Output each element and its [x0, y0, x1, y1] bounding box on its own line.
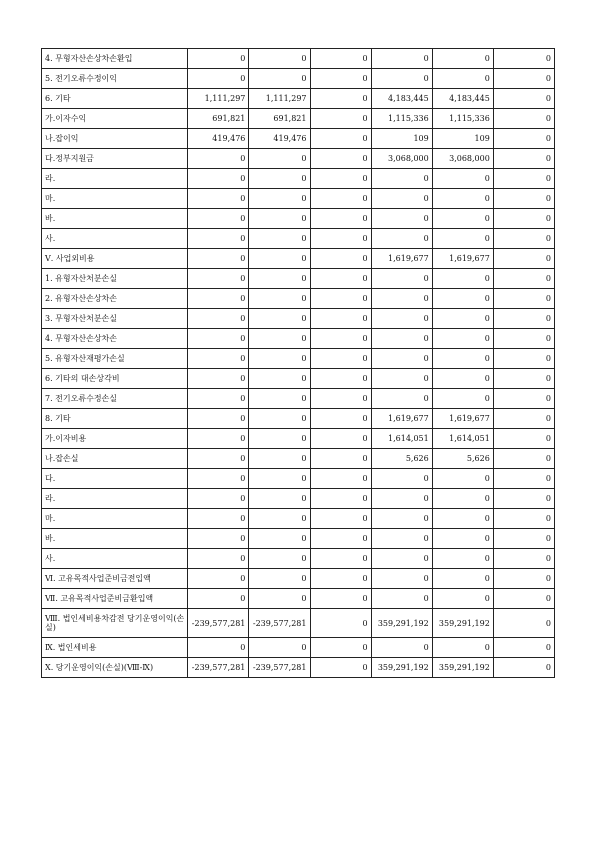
value-cell: 0: [188, 489, 249, 509]
value-cell: 0: [493, 309, 554, 329]
value-cell: 0: [310, 89, 371, 109]
table-row: [42, 409, 555, 429]
table-row: [42, 149, 555, 169]
value-cell: 0: [310, 69, 371, 89]
value-cell: 0: [310, 129, 371, 149]
value-cell: 0: [310, 249, 371, 269]
table-row: [42, 109, 555, 129]
table-row: [42, 189, 555, 209]
value-cell: 0: [493, 369, 554, 389]
value-cell: 1,619,677: [432, 249, 493, 269]
value-cell: 0: [371, 529, 432, 549]
row-label: 6. 기타의 대손상각비: [42, 369, 188, 389]
row-label: 2. 유형자산손상차손: [42, 289, 188, 309]
value-cell: 1,619,677: [371, 409, 432, 429]
table-row: [42, 349, 555, 369]
row-label: 마.: [42, 509, 188, 529]
value-cell: 0: [188, 638, 249, 658]
value-cell: 0: [432, 389, 493, 409]
value-cell: 0: [310, 509, 371, 529]
value-cell: 0: [310, 549, 371, 569]
row-label: 나.잡이익: [42, 129, 188, 149]
value-cell: 691,821: [249, 109, 310, 129]
value-cell: 0: [493, 149, 554, 169]
value-cell: 0: [188, 589, 249, 609]
value-cell: 0: [493, 569, 554, 589]
value-cell: 0: [432, 49, 493, 69]
value-cell: 0: [310, 289, 371, 309]
value-cell: 0: [493, 529, 554, 549]
value-cell: 0: [249, 509, 310, 529]
value-cell: 0: [493, 89, 554, 109]
value-cell: 0: [371, 469, 432, 489]
table-row: [42, 389, 555, 409]
value-cell: 0: [188, 169, 249, 189]
income-statement-table: [41, 48, 555, 678]
row-label: Ⅸ. 법인세비용: [42, 638, 188, 658]
value-cell: 0: [310, 658, 371, 678]
row-label: 나.잡손실: [42, 449, 188, 469]
value-cell: 691,821: [188, 109, 249, 129]
value-cell: 1,614,051: [432, 429, 493, 449]
row-label: Ⅵ. 고유목적사업준비금전입액: [42, 569, 188, 589]
value-cell: 0: [432, 529, 493, 549]
value-cell: 0: [493, 109, 554, 129]
table-row: [42, 549, 555, 569]
table-row: [42, 429, 555, 449]
value-cell: 0: [188, 369, 249, 389]
value-cell: 359,291,192: [432, 609, 493, 638]
value-cell: 0: [310, 638, 371, 658]
table-row: [42, 129, 555, 149]
value-cell: 0: [432, 169, 493, 189]
value-cell: 0: [188, 229, 249, 249]
table-row: [42, 329, 555, 349]
value-cell: 0: [310, 189, 371, 209]
value-cell: 0: [249, 549, 310, 569]
value-cell: 4,183,445: [432, 89, 493, 109]
row-label: 바.: [42, 209, 188, 229]
value-cell: 0: [432, 509, 493, 529]
value-cell: 0: [371, 269, 432, 289]
value-cell: 0: [188, 269, 249, 289]
value-cell: 0: [371, 369, 432, 389]
row-label: 라.: [42, 489, 188, 509]
table-row: [42, 489, 555, 509]
value-cell: 0: [188, 49, 249, 69]
value-cell: 0: [371, 209, 432, 229]
value-cell: 1,111,297: [188, 89, 249, 109]
value-cell: 0: [432, 229, 493, 249]
value-cell: 0: [188, 209, 249, 229]
table-row: [42, 309, 555, 329]
value-cell: 0: [249, 229, 310, 249]
row-label: 라.: [42, 169, 188, 189]
value-cell: 0: [310, 269, 371, 289]
value-cell: 0: [249, 409, 310, 429]
value-cell: 0: [188, 529, 249, 549]
value-cell: 1,115,336: [371, 109, 432, 129]
value-cell: 0: [371, 509, 432, 529]
value-cell: -239,577,281: [188, 658, 249, 678]
value-cell: 109: [432, 129, 493, 149]
row-label: 8. 기타: [42, 409, 188, 429]
table-row: [42, 289, 555, 309]
value-cell: 0: [371, 638, 432, 658]
value-cell: 0: [188, 249, 249, 269]
value-cell: 0: [249, 69, 310, 89]
table-row: [42, 269, 555, 289]
value-cell: 1,619,677: [371, 249, 432, 269]
value-cell: 0: [371, 229, 432, 249]
value-cell: 0: [249, 329, 310, 349]
row-label: Ⅴ. 사업외비용: [42, 249, 188, 269]
value-cell: 0: [432, 549, 493, 569]
value-cell: 0: [432, 569, 493, 589]
value-cell: -239,577,281: [249, 658, 310, 678]
row-label: Ⅹ. 당기운영이익(손실)(Ⅷ-Ⅸ): [42, 658, 188, 678]
value-cell: 0: [493, 49, 554, 69]
value-cell: 3,068,000: [371, 149, 432, 169]
value-cell: 0: [249, 489, 310, 509]
table-row: [42, 569, 555, 589]
value-cell: 0: [493, 69, 554, 89]
value-cell: 5,626: [371, 449, 432, 469]
row-label: 가.이자수익: [42, 109, 188, 129]
value-cell: 0: [432, 309, 493, 329]
value-cell: 0: [493, 389, 554, 409]
value-cell: 0: [493, 589, 554, 609]
value-cell: 0: [493, 329, 554, 349]
table-row: [42, 589, 555, 609]
value-cell: 0: [310, 349, 371, 369]
value-cell: 0: [371, 69, 432, 89]
value-cell: 0: [371, 569, 432, 589]
value-cell: 359,291,192: [371, 658, 432, 678]
value-cell: 3,068,000: [432, 149, 493, 169]
value-cell: 1,115,336: [432, 109, 493, 129]
value-cell: 0: [249, 449, 310, 469]
row-label: 사.: [42, 229, 188, 249]
row-label: 사.: [42, 549, 188, 569]
value-cell: 0: [310, 409, 371, 429]
value-cell: 0: [432, 489, 493, 509]
value-cell: 0: [310, 309, 371, 329]
value-cell: 0: [188, 409, 249, 429]
value-cell: 0: [310, 469, 371, 489]
row-label: 다.정부지원금: [42, 149, 188, 169]
value-cell: 0: [493, 489, 554, 509]
table-row: [42, 49, 555, 69]
value-cell: 0: [188, 289, 249, 309]
value-cell: 0: [493, 289, 554, 309]
value-cell: 0: [432, 638, 493, 658]
row-label: 가.이자비용: [42, 429, 188, 449]
value-cell: 0: [310, 209, 371, 229]
value-cell: 0: [249, 309, 310, 329]
value-cell: 0: [310, 389, 371, 409]
value-cell: 0: [310, 149, 371, 169]
value-cell: 0: [188, 449, 249, 469]
value-cell: 0: [310, 369, 371, 389]
value-cell: 0: [493, 269, 554, 289]
value-cell: 0: [249, 469, 310, 489]
row-label: 4. 무형자산손상차손: [42, 329, 188, 349]
value-cell: 4,183,445: [371, 89, 432, 109]
value-cell: 0: [310, 109, 371, 129]
value-cell: 0: [493, 349, 554, 369]
value-cell: 109: [371, 129, 432, 149]
value-cell: 0: [371, 349, 432, 369]
value-cell: 0: [310, 529, 371, 549]
value-cell: 0: [249, 529, 310, 549]
table-row: [42, 509, 555, 529]
value-cell: 1,614,051: [371, 429, 432, 449]
value-cell: 0: [249, 169, 310, 189]
value-cell: 0: [188, 569, 249, 589]
table-row: [42, 169, 555, 189]
value-cell: 0: [249, 569, 310, 589]
table-row: [42, 229, 555, 249]
table-row: [42, 529, 555, 549]
value-cell: 0: [493, 189, 554, 209]
value-cell: 0: [493, 509, 554, 529]
value-cell: 0: [493, 638, 554, 658]
value-cell: 0: [310, 449, 371, 469]
row-label: 5. 유형자산재평가손실: [42, 349, 188, 369]
value-cell: 0: [310, 609, 371, 638]
value-cell: 0: [188, 329, 249, 349]
value-cell: 0: [249, 349, 310, 369]
value-cell: -239,577,281: [249, 609, 310, 638]
value-cell: 419,476: [188, 129, 249, 149]
value-cell: 0: [249, 249, 310, 269]
value-cell: 0: [188, 189, 249, 209]
value-cell: 0: [310, 49, 371, 69]
value-cell: 0: [310, 329, 371, 349]
value-cell: -239,577,281: [188, 609, 249, 638]
value-cell: 0: [493, 249, 554, 269]
value-cell: 0: [310, 569, 371, 589]
value-cell: 1,111,297: [249, 89, 310, 109]
table-row: [42, 469, 555, 489]
value-cell: 0: [249, 589, 310, 609]
value-cell: 0: [493, 209, 554, 229]
value-cell: 0: [432, 269, 493, 289]
value-cell: 0: [371, 389, 432, 409]
table-row: [42, 658, 555, 678]
value-cell: 0: [249, 369, 310, 389]
value-cell: 0: [432, 329, 493, 349]
value-cell: 0: [371, 549, 432, 569]
row-label: 1. 유형자산처분손실: [42, 269, 188, 289]
value-cell: 0: [493, 469, 554, 489]
value-cell: 5,626: [432, 449, 493, 469]
value-cell: 0: [432, 289, 493, 309]
value-cell: 0: [493, 229, 554, 249]
value-cell: 0: [371, 289, 432, 309]
row-label: 다.: [42, 469, 188, 489]
value-cell: 0: [188, 469, 249, 489]
row-label: 바.: [42, 529, 188, 549]
value-cell: 0: [371, 169, 432, 189]
value-cell: 0: [188, 349, 249, 369]
value-cell: 0: [310, 589, 371, 609]
value-cell: 0: [249, 49, 310, 69]
value-cell: 0: [371, 309, 432, 329]
value-cell: 0: [310, 429, 371, 449]
value-cell: 0: [188, 149, 249, 169]
table-row: [42, 638, 555, 658]
value-cell: 0: [249, 638, 310, 658]
value-cell: 0: [432, 69, 493, 89]
table-body: [42, 49, 555, 678]
value-cell: 0: [371, 329, 432, 349]
table-row: [42, 209, 555, 229]
row-label: 마.: [42, 189, 188, 209]
value-cell: 0: [249, 189, 310, 209]
value-cell: 1,619,677: [432, 409, 493, 429]
value-cell: 0: [249, 429, 310, 449]
table-row: [42, 69, 555, 89]
table-row: [42, 609, 555, 638]
value-cell: 0: [432, 189, 493, 209]
value-cell: 0: [371, 189, 432, 209]
row-label: 4. 무형자산손상차손환입: [42, 49, 188, 69]
value-cell: 0: [493, 609, 554, 638]
value-cell: 359,291,192: [371, 609, 432, 638]
value-cell: 0: [249, 149, 310, 169]
row-label: 3. 무형자산처분손실: [42, 309, 188, 329]
value-cell: 0: [371, 589, 432, 609]
value-cell: 0: [249, 269, 310, 289]
value-cell: 0: [493, 409, 554, 429]
value-cell: 0: [310, 169, 371, 189]
value-cell: 0: [249, 209, 310, 229]
table-row: [42, 449, 555, 469]
value-cell: 0: [188, 509, 249, 529]
value-cell: 419,476: [249, 129, 310, 149]
row-label: 7. 전기오류수정손실: [42, 389, 188, 409]
value-cell: 359,291,192: [432, 658, 493, 678]
value-cell: 0: [188, 389, 249, 409]
row-label: Ⅶ. 고유목적사업준비금환입액: [42, 589, 188, 609]
value-cell: 0: [249, 289, 310, 309]
value-cell: 0: [188, 429, 249, 449]
value-cell: 0: [493, 169, 554, 189]
value-cell: 0: [493, 449, 554, 469]
value-cell: 0: [493, 129, 554, 149]
value-cell: 0: [371, 489, 432, 509]
value-cell: 0: [188, 309, 249, 329]
value-cell: 0: [432, 369, 493, 389]
row-label: Ⅷ. 법인세비용차감전 당기운영이익(손실): [42, 609, 188, 638]
value-cell: 0: [493, 549, 554, 569]
value-cell: 0: [188, 549, 249, 569]
value-cell: 0: [249, 389, 310, 409]
value-cell: 0: [432, 469, 493, 489]
value-cell: 0: [432, 589, 493, 609]
value-cell: 0: [432, 349, 493, 369]
table-row: [42, 89, 555, 109]
value-cell: 0: [493, 429, 554, 449]
value-cell: 0: [493, 658, 554, 678]
value-cell: 0: [310, 229, 371, 249]
value-cell: 0: [310, 489, 371, 509]
value-cell: 0: [371, 49, 432, 69]
table-row: [42, 369, 555, 389]
table-row: [42, 249, 555, 269]
value-cell: 0: [432, 209, 493, 229]
row-label: 5. 전기오류수정이익: [42, 69, 188, 89]
row-label: 6. 기타: [42, 89, 188, 109]
value-cell: 0: [188, 69, 249, 89]
